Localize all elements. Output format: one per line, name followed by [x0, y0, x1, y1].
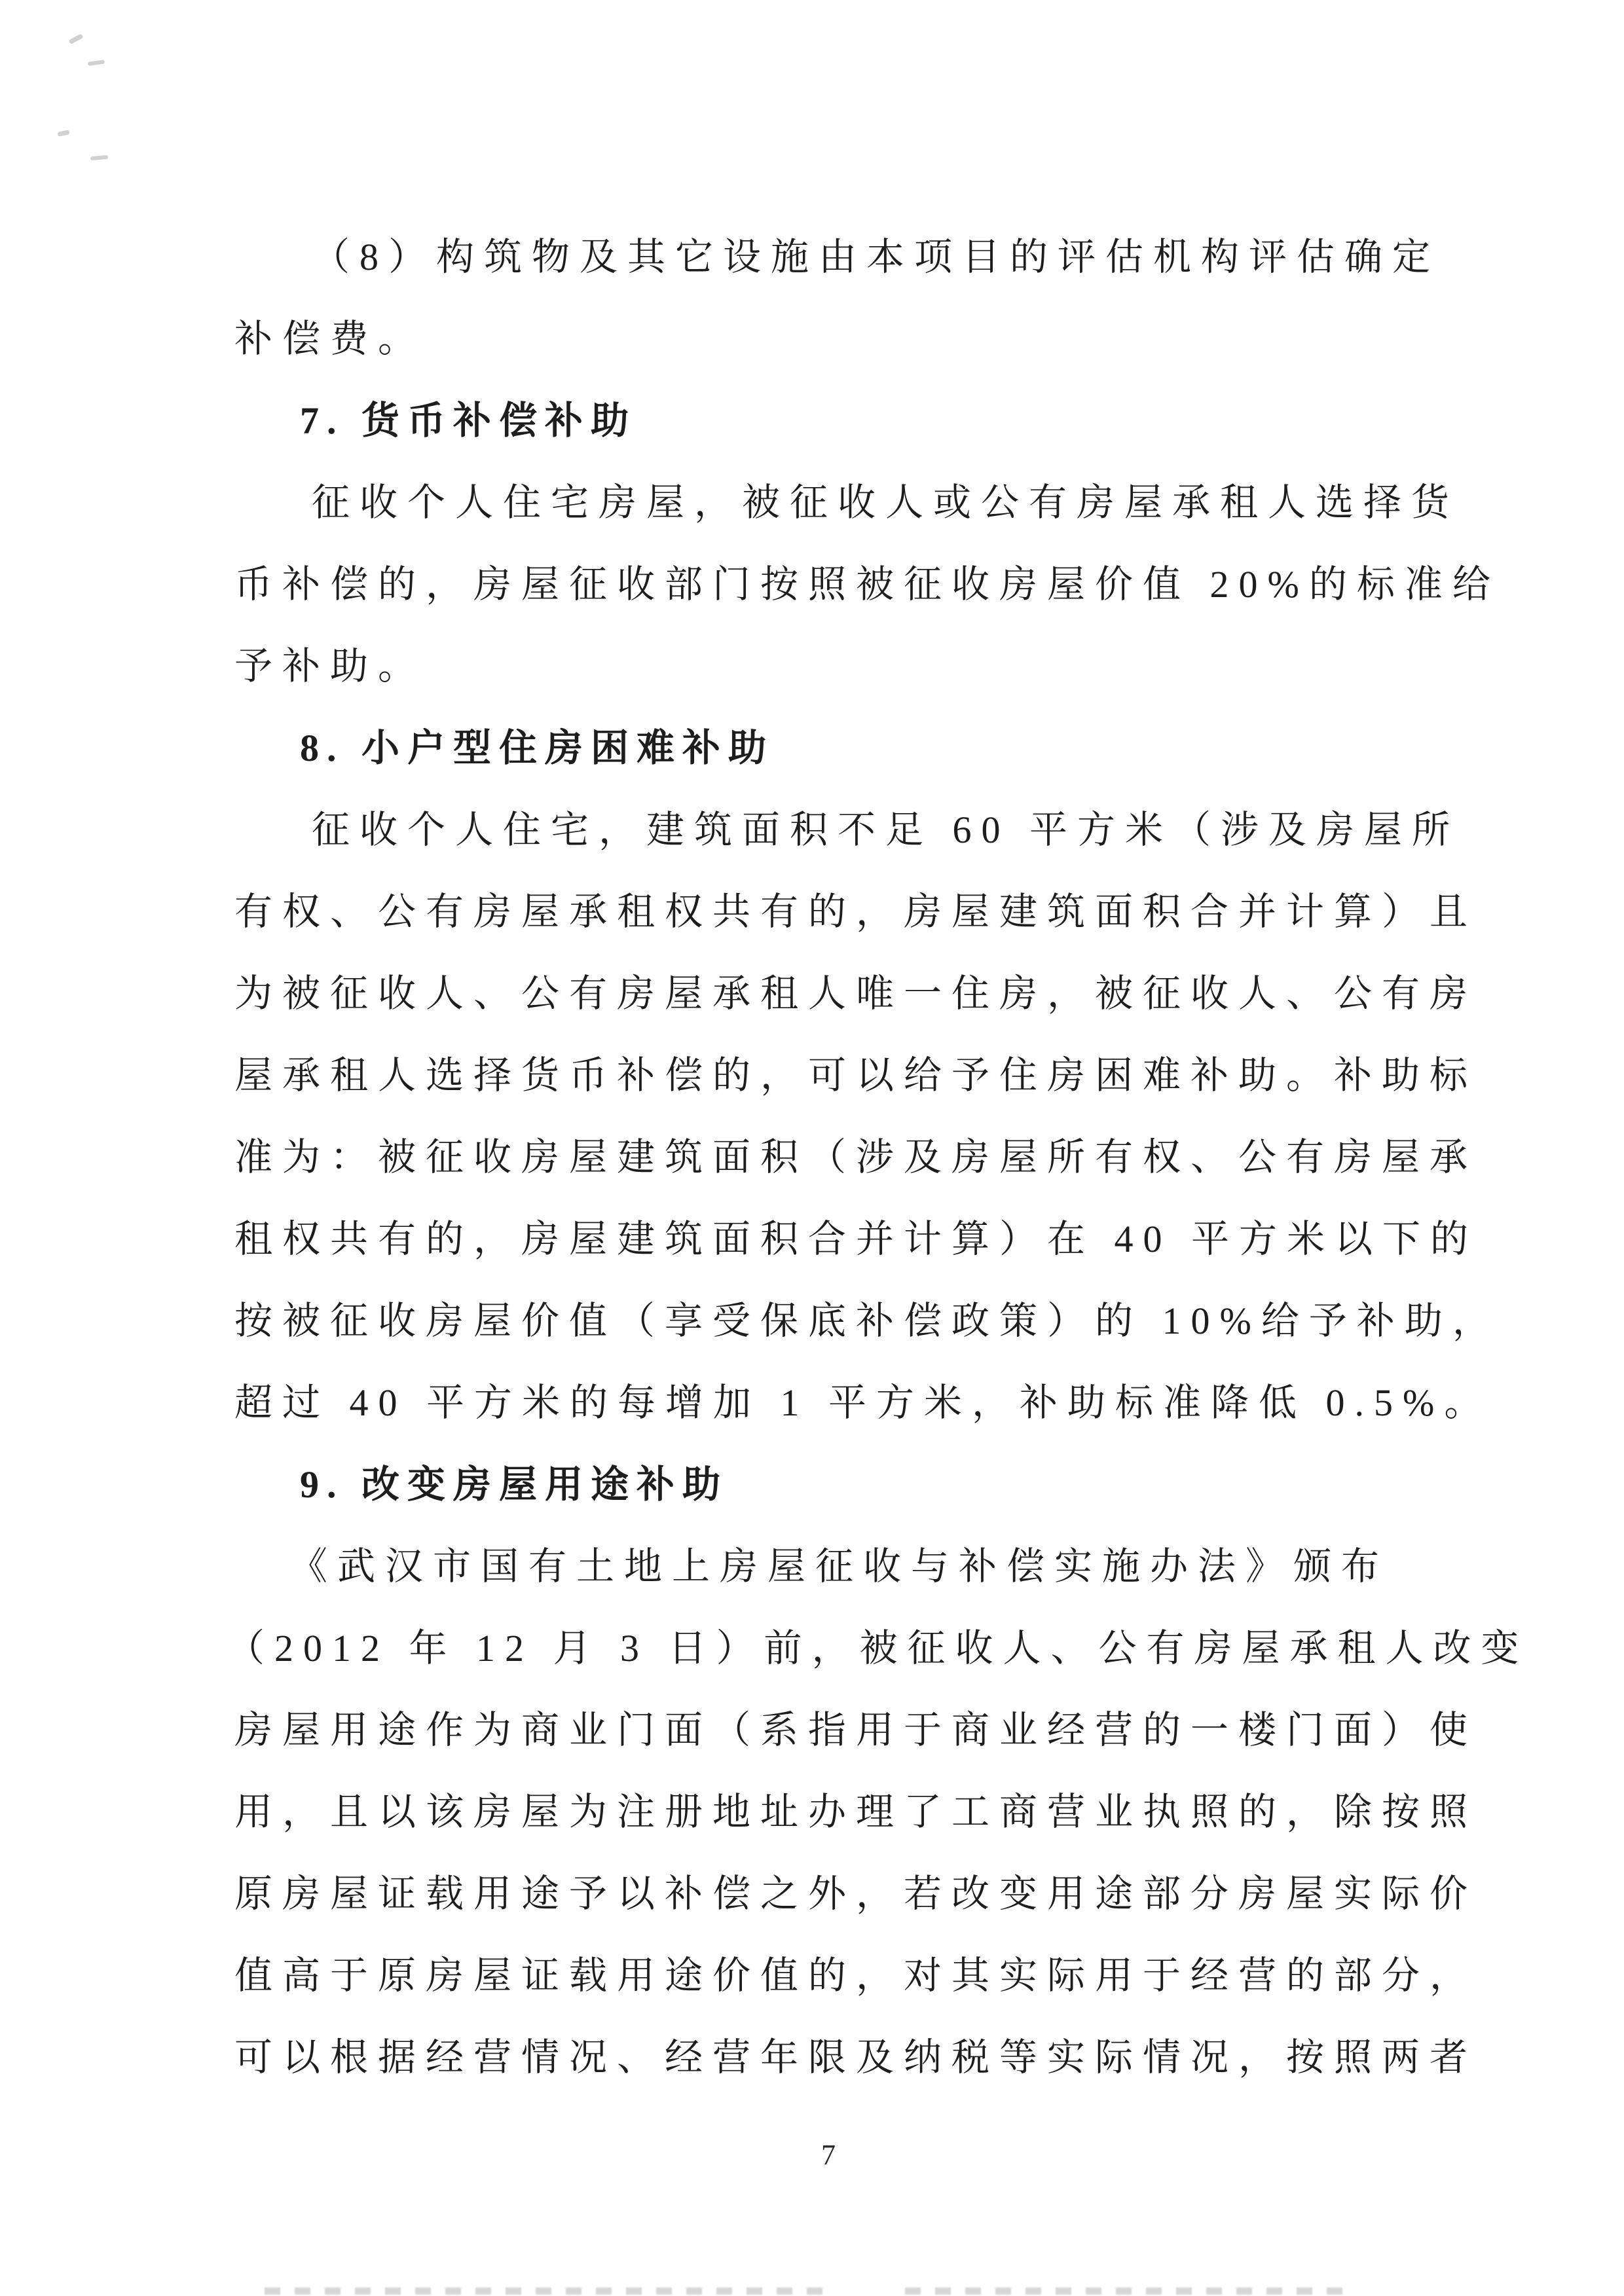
text-line: 值高于原房屋证载用途价值的，对其实际用于经营的部分， [234, 1954, 1478, 1997]
text-line: 按被征收房屋价值（享受保底补偿政策）的 10%给予补助， [234, 1300, 1500, 1342]
section-heading-line: 7. 货币补偿补助 [300, 399, 637, 442]
cutoff-next-page-text [265, 2287, 828, 2295]
text-line: 超过 40 平方米的每增加 1 平方米，补助标准降低 0.5%。 [234, 1381, 1492, 1424]
section-heading-line: 9. 改变房屋用途补助 [300, 1463, 729, 1506]
scan-speck [90, 155, 108, 160]
text-line: 有权、公有房屋承租权共有的，房屋建筑面积合并计算）且 [234, 890, 1478, 933]
document-text-block [227, 216, 1529, 2098]
text-line: 为被征收人、公有房屋承租人唯一住房，被征收人、公有房 [234, 972, 1478, 1015]
section-heading-line: 8. 小户型住房困难补助 [300, 727, 775, 769]
page-number: 7 [821, 2139, 836, 2171]
text-line: 征收个人住宅，建筑面积不足 60 平方米（涉及房屋所 [312, 809, 1460, 851]
text-line: 币补偿的，房屋征收部门按照被征收房屋价值 20%的标准给 [234, 563, 1500, 606]
text-line: 原房屋证载用途予以补偿之外，若改变用途部分房屋实际价 [234, 1872, 1478, 1915]
text-line: 房屋用途作为商业门面（系指用于商业经营的一楼门面）使 [234, 1709, 1478, 1751]
text-line: 用，且以该房屋为注册地址办理了工商营业执照的，除按照 [234, 1791, 1478, 1833]
text-line: 可以根据经营情况、经营年限及纳税等实际情况，按照两者 [234, 2036, 1478, 2079]
cutoff-next-page-text [905, 2287, 1357, 2295]
scan-speck [57, 130, 69, 137]
text-line: 《武汉市国有土地上房屋征收与补偿实施办法》颁布 [289, 1545, 1390, 1588]
text-line: 予补助。 [234, 645, 426, 687]
text-line: 租权共有的，房屋建筑面积合并计算）在 40 平方米以下的 [234, 1218, 1479, 1260]
text-line: （8）构筑物及其它设施由本项目的评估机构评估确定 [312, 236, 1441, 278]
text-line: （2012 年 12 月 3 日）前，被征收人、公有房屋承租人改变 [227, 1627, 1529, 1669]
text-line: 征收个人住宅房屋，被征收人或公有房屋承租人选择货 [312, 481, 1460, 524]
scan-speck [69, 33, 84, 45]
scan-speck [88, 60, 105, 66]
text-line: 屋承租人选择货币补偿的，可以给予住房困难补助。补助标 [234, 1054, 1478, 1097]
text-line: 补偿费。 [234, 318, 426, 360]
text-line: 准为：被征收房屋建筑面积（涉及房屋所有权、公有房屋承 [234, 1136, 1478, 1178]
